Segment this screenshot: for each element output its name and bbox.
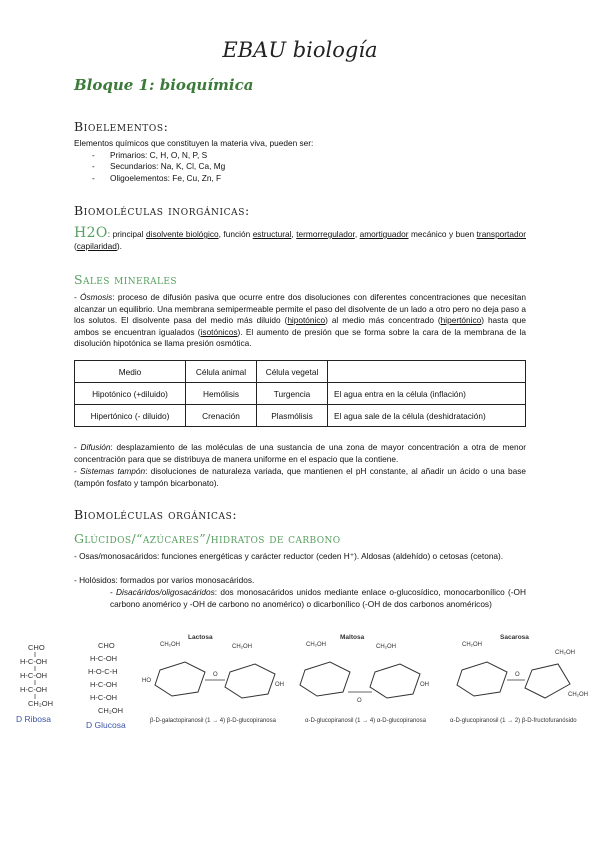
text-span: ,	[354, 229, 360, 239]
table-row	[75, 405, 526, 427]
underlined-term: disolvente biológico	[146, 229, 219, 239]
text-span: , función	[218, 229, 253, 239]
page-title: EBAU biología	[222, 38, 378, 62]
chem-text: CH₂OH	[376, 644, 396, 650]
text-span: ) al medio más concentrado (	[325, 315, 441, 326]
underlined-term: estructural	[252, 229, 292, 239]
text-span: -	[74, 466, 81, 476]
table-cell: El agua entra en la célula (inflación)	[328, 383, 526, 405]
chem-line: H-C-OH	[90, 654, 118, 663]
sugar-structures-figure	[10, 630, 595, 735]
chem-line: CH₂OH	[98, 706, 123, 715]
table-header: Medio	[75, 361, 186, 383]
bioelementos-intro: Elementos químicos que constituyen la materia viva, pueden ser:	[74, 138, 314, 148]
chem-line: H-C-OH	[20, 657, 48, 666]
underlined-term: hipotónico	[287, 315, 326, 326]
text-span: -	[74, 292, 80, 302]
chem-line: CH₂OH	[28, 699, 53, 708]
text-span: :	[107, 229, 111, 239]
chem-line: CHO	[28, 643, 45, 652]
underlined-term: amortiguador	[359, 229, 409, 239]
underlined-term: hipertónico	[440, 315, 482, 326]
chem-text: CH₂OH	[555, 650, 575, 656]
chem-line: H-C-OH	[20, 671, 48, 680]
sacarosa-title: Sacarosa	[500, 634, 529, 641]
text-span: ) hasta que ambos se encuentran igualados (	[74, 315, 527, 337]
table-cell: Plasmólisis	[257, 405, 328, 427]
list-item: - Oligoelementos: Fe, Cu, Zn, F	[92, 173, 534, 185]
underlined-term: isotónicos	[200, 326, 238, 337]
chem-line: H-C-OH	[90, 680, 118, 689]
lactosa-caption: β-D-galactopiranosil (1 → 4) β-D-glucopiranosa	[150, 718, 276, 724]
table-cell: Hipotónico (+diluido)	[75, 383, 186, 405]
underlined-term: termorregulador	[296, 229, 355, 239]
chem-text: HO	[142, 678, 151, 684]
ribosa-label: D Ribosa	[16, 714, 51, 724]
holosidos-paragraph: - Holósidos: formados por varios monosacáridos.	[74, 575, 255, 585]
text-span: ). El aumento de presión que se forma sobre la cara de la membrana de la disolución hipotónica se llama presión osmótica.	[74, 326, 526, 349]
text-span: ,	[291, 229, 297, 239]
tampon-paragraph	[74, 466, 526, 489]
table-header	[328, 361, 526, 383]
ribosa-structure	[16, 643, 53, 724]
text-span: : disoluciones de naturaleza variada, que mantienen el pH constante, al añadir un ácido o una base (tampón fosfato y tampón bicarbonato).	[74, 466, 526, 488]
chem-text: O	[213, 672, 218, 678]
table-cell: El agua sale de la célula (deshidratación)	[328, 405, 526, 427]
bioelementos-heading: Bioelementos:	[74, 119, 169, 134]
chem-text: O	[515, 672, 520, 678]
organicas-heading: Biomoléculas orgánicas:	[74, 507, 238, 522]
chem-line: H-C-OH	[90, 693, 118, 702]
text-span: (	[74, 240, 77, 251]
table-header: Célula vegetal	[257, 361, 328, 383]
table-cell: Turgencia	[257, 383, 328, 405]
chem-text: CH₂OH	[568, 692, 588, 698]
text-span: : dos monosacáridos unidos mediante enlace o-glucosídico, monocarbonílico (-OH carbono anomérico y -OH de carbono no anomérico) o dicarbonílico (-OH de dos carbonos anoméricos)	[110, 587, 526, 609]
text-span: ).	[116, 240, 122, 251]
term: Ósmosis	[80, 292, 113, 302]
bioelementos-section	[74, 138, 534, 184]
table-header: Célula animal	[186, 361, 257, 383]
chem-text: CH₂OH	[160, 642, 180, 648]
chem-text: OH	[275, 682, 284, 688]
osmosis-paragraph	[74, 292, 526, 350]
term: Disacáridos/oligosacáridos	[116, 587, 215, 597]
table-cell: Crenación	[186, 405, 257, 427]
table-cell: Hemólisis	[186, 383, 257, 405]
lactosa-title: Lactosa	[188, 634, 213, 641]
underlined-term: transportador	[476, 229, 526, 239]
text-span: -	[74, 442, 81, 452]
chem-line: H-C-OH	[20, 685, 48, 694]
list-item: - Primarios: C, H, O, N, P, S	[92, 150, 534, 162]
chem-text: CH₂OH	[462, 642, 482, 648]
osas-paragraph: - Osas/monosacáridos: funciones energéticas y carácter reductor (ceden H⁺). Aldosas (aldehído) o cetosas (cetona).	[74, 551, 504, 561]
glucosa-label: D Glucosa	[86, 720, 126, 730]
underlined-term: capilaridad	[76, 240, 117, 251]
maltosa-caption: α-D-glucopiranosil (1 → 4) α-D-glucopiranosa	[305, 718, 426, 724]
table-row	[75, 361, 526, 383]
h2o-paragraph	[74, 225, 526, 252]
chem-text: OH	[420, 682, 429, 688]
glucosa-structure	[86, 641, 126, 730]
bioelementos-list	[92, 150, 534, 185]
text-span: : desplazamiento de las moléculas de una sustancia de una zona de mayor concentración a otra de menor concentración para que se distribuya de manera uniforme en el espacio que la contiene.	[74, 442, 526, 464]
inorganicas-heading: Biomoléculas inorgánicas:	[74, 203, 250, 218]
glucidos-heading: Glúcidos/“azúcares”/hidratos de carbono	[74, 531, 341, 546]
maltosa-title: Maltosa	[340, 634, 365, 641]
difusion-paragraph	[74, 442, 526, 465]
term: Sistemas tampón	[80, 466, 146, 476]
maltosa-structure	[300, 634, 429, 724]
block-heading: Bloque 1: bioquímica	[74, 76, 254, 94]
chem-line: CHO	[98, 641, 115, 650]
text-span: principal	[110, 229, 147, 239]
chem-text: CH₂OH	[306, 642, 326, 648]
table-row	[75, 383, 526, 405]
sacarosa-caption: α-D-glucopiranosil (1 → 2) β-D-fructofuranósido	[450, 718, 577, 724]
list-item: - Secundarios: Na, K, Cl, Ca, Mg	[92, 161, 534, 173]
disacaridos-paragraph	[110, 587, 526, 610]
lactosa-structure	[142, 634, 284, 724]
table-cell: Hipertónico (- diluido)	[75, 405, 186, 427]
sacarosa-structure	[450, 634, 588, 724]
sales-heading: Sales minerales	[74, 272, 177, 287]
term: Difusión	[80, 442, 111, 452]
chem-line: H-O-C-H	[88, 667, 118, 676]
text-span: : proceso de difusión pasiva que ocurre entre dos disoluciones con diferentes concentraciones que necesitan alcanzar un equilibrio. Una membrana semipermeable permite el paso del disolvente de un lado a otro pero no deja paso a los solutos. El disolvente pasa del medio más diluido (	[74, 292, 526, 326]
chem-text: CH₂OH	[232, 644, 252, 650]
text-span: mecánico y buen	[408, 229, 477, 239]
osmosis-table	[74, 360, 526, 427]
bullet-dash: -	[110, 587, 117, 597]
chem-text: O	[357, 698, 362, 704]
h2o-label: H2O	[74, 225, 108, 241]
